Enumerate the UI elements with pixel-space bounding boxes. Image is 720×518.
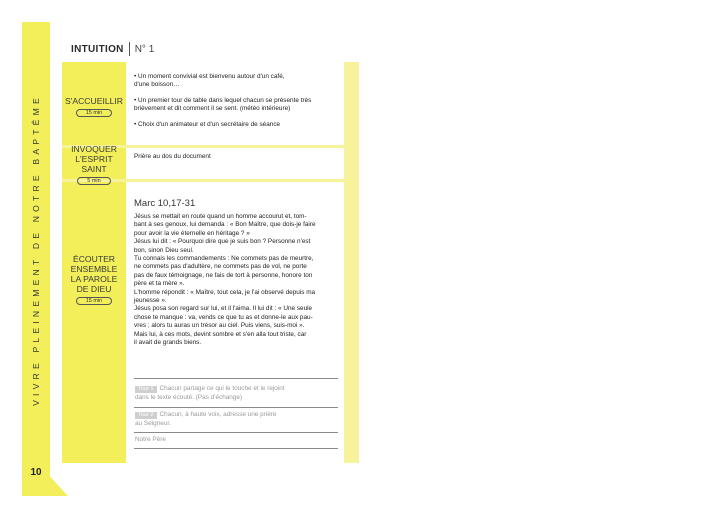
header-number: N° 1 xyxy=(134,43,155,55)
passage-line: bon, sinon Dieu seul. xyxy=(134,246,194,254)
passage-line: jeunesse ». xyxy=(134,297,167,305)
duration-badge: 15 min xyxy=(76,297,113,305)
divider-rule xyxy=(134,378,338,379)
passage-line: il avait de grands biens. xyxy=(134,339,202,347)
passage-line: pas de faux témoignage, ne fais de tort à personne, honore ton xyxy=(134,271,313,279)
gospel-passage xyxy=(134,213,340,348)
divider-rule xyxy=(134,407,338,408)
step-text: Chacun partage ce qui le touche et le rejoint xyxy=(159,385,285,392)
bullet-line: brièvement et dit comment il se sent. (météo intérieure) xyxy=(134,105,291,113)
passage-line: bant à ses genoux, lui demanda : « Bon Maître, que dois-je faire xyxy=(134,221,316,229)
passage-line: L'homme répondit : « Maître, tout cela, je l'ai observé depuis ma xyxy=(134,288,316,296)
section-label-ecouter xyxy=(62,254,126,305)
sharing-step-2 xyxy=(135,411,276,428)
sharing-step-1 xyxy=(135,385,285,402)
passage-line: Tu connais les commandements : Ne commets pas de meurtre, xyxy=(134,255,314,263)
bullet-line: • Un moment convivial est bienvenu autour d'un café, xyxy=(134,73,285,80)
section-content-accueillir xyxy=(134,73,340,129)
passage-line: père et ta mère ». xyxy=(134,280,185,288)
section-title-line: DE DIEU xyxy=(76,284,112,294)
header-separator xyxy=(129,42,130,56)
section-title-line: L'ESPRIT SAINT xyxy=(75,154,113,174)
bullet-line: • Choix d'un animateur et d'un secrétaire de séance xyxy=(134,120,281,128)
step-tag: Tour 2 xyxy=(135,412,157,419)
section-content-invoquer: Prière au dos du document xyxy=(134,153,211,160)
closing-prayer: Notre Père xyxy=(135,436,166,443)
step-text: dans le texte écouté. (Pas d'échange) xyxy=(135,393,243,401)
page-number: 10 xyxy=(30,467,42,478)
page-header xyxy=(71,42,154,56)
passage-line: vres ; alors tu auras un trésor au ciel. Puis viens, suis-moi ». xyxy=(134,322,305,330)
header-label: INTUITION xyxy=(71,43,124,55)
passage-line: Mais lui, à ces mots, devint sombre et s'en alla tout triste, car xyxy=(134,330,307,338)
passage-line: Jésus se mettait en route quand un homme accourut et, tom- xyxy=(134,213,307,220)
passage-line: Jésus posa son regard sur lui, et il l'aima. Il lui dit : « Une seule xyxy=(134,305,313,313)
passage-line: ne commets pas d'adultère, ne commets pas de vol, ne porte xyxy=(134,263,307,271)
gospel-reference: Marc 10,17-31 xyxy=(134,198,196,209)
step-text: au Seigneur. xyxy=(135,419,171,427)
bullet-line: d'une boisson… xyxy=(134,81,180,89)
section-title-line: ENSEMBLE xyxy=(70,264,118,274)
section-label-accueillir xyxy=(62,96,126,117)
passage-line: chose te manque : va, vends ce que tu as et donne-le aux pau- xyxy=(134,313,313,321)
side-band-corner xyxy=(22,476,68,496)
session-table xyxy=(62,62,359,463)
divider-rule xyxy=(134,448,338,449)
step-text: Chacun, à haute voix, adresse une prière xyxy=(159,411,277,418)
bullet-line: • Un premier tour de table dans lequel chacun se présente très xyxy=(134,96,312,104)
section-label-invoquer xyxy=(62,144,126,185)
duration-badge: 5 min xyxy=(77,177,110,185)
divider-rule xyxy=(134,432,338,433)
side-title: VIVRE PLEINEMENT DE NOTRE BAPTÊME xyxy=(31,94,41,406)
section-title-line: LA PAROLE xyxy=(70,274,118,284)
passage-line: pour avoir la vie éternelle en héritage ? » xyxy=(134,229,250,237)
duration-badge: 15 min xyxy=(76,109,113,117)
passage-line: Jésus lui dit : « Pourquoi dire que je suis bon ? Personne n'est xyxy=(134,238,311,246)
section-title-line: ÉCOUTER xyxy=(72,254,116,264)
section-title-line: S'ACCUEILLIR xyxy=(65,96,123,106)
section-title-line: INVOQUER xyxy=(71,144,117,154)
step-tag: Tour 1 xyxy=(135,386,157,393)
